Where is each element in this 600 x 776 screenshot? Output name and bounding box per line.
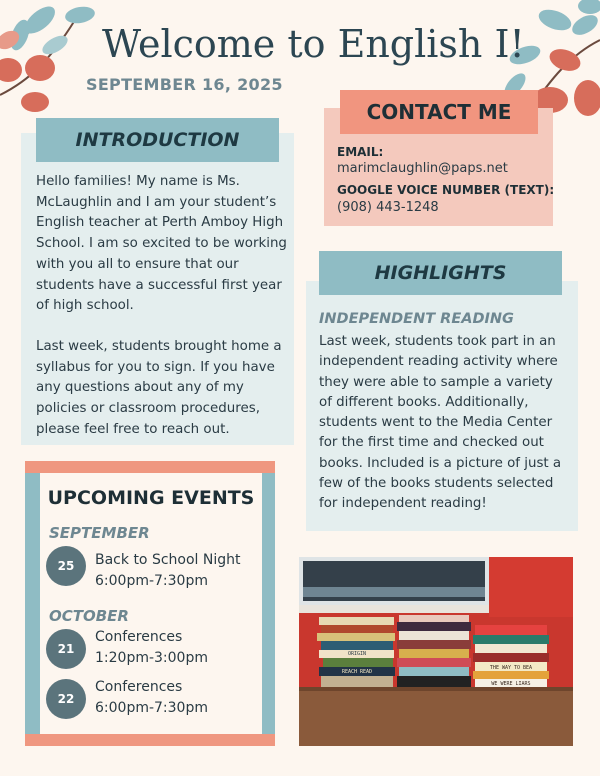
email-link[interactable]: marimclaughlin@paps.net bbox=[337, 161, 508, 176]
book-spine-text: THE WAY TO BEA bbox=[489, 665, 533, 671]
phone-number: (908) 443-1248 bbox=[337, 200, 439, 215]
event-time: 6:00pm-7:30pm bbox=[95, 700, 208, 716]
event-item bbox=[95, 677, 208, 719]
introduction-paragraph: Last week, students brought home a syllabus for you to sign. If you have any questions about any of my policies or classroom procedures, please feel free to reach out. bbox=[36, 338, 282, 437]
contact-heading: CONTACT ME bbox=[340, 90, 538, 134]
event-title: Back to School Night bbox=[95, 552, 241, 568]
event-day-badge: 25 bbox=[46, 546, 86, 586]
highlights-heading: HIGHLIGHTS bbox=[319, 251, 562, 295]
book-spine-text: ORIGIN bbox=[347, 651, 367, 657]
page-title: Welcome to English I! bbox=[102, 22, 525, 66]
leaf-decoration-left bbox=[0, 0, 110, 120]
book-spine-text: WE WERE LIARS bbox=[491, 681, 531, 687]
event-item bbox=[95, 627, 208, 669]
event-time: 6:00pm-7:30pm bbox=[95, 573, 208, 589]
book-spine-text: REACH READ bbox=[341, 669, 373, 675]
event-day-badge: 21 bbox=[46, 629, 86, 669]
events-frame-bottom-bar bbox=[25, 734, 275, 746]
event-time: 1:20pm-3:00pm bbox=[95, 650, 208, 666]
event-title: Conferences bbox=[95, 679, 183, 695]
event-title: Conferences bbox=[95, 629, 183, 645]
event-month-october: OCTOBER bbox=[49, 607, 129, 625]
event-month-september: SEPTEMBER bbox=[49, 524, 150, 542]
event-item bbox=[95, 550, 240, 592]
highlights-subheading: INDEPENDENT READING bbox=[319, 311, 514, 327]
email-label: EMAIL: bbox=[337, 145, 384, 159]
event-day-badge: 22 bbox=[46, 679, 86, 719]
introduction-text bbox=[36, 172, 288, 460]
phone-label: GOOGLE VOICE NUMBER (TEXT): bbox=[337, 183, 555, 197]
introduction-paragraph: Hello families! My name is Ms. McLaughlin and I am your student’s English teacher at Perth Amboy High School. I am so excited to be working with you all to ensure that our students have a successful first year of high school. bbox=[36, 174, 287, 314]
introduction-heading: INTRODUCTION bbox=[36, 118, 279, 162]
highlights-text: Last week, students took part in an independent reading activity where they were able to sample a variety of different books. Additionally, students went to the Media Center for the first time and checked out books. Included is a picture of just a few of the books students selected for independent reading! bbox=[319, 334, 562, 512]
newsletter-date: SEPTEMBER 16, 2025 bbox=[86, 75, 283, 94]
books-photo bbox=[299, 557, 573, 746]
events-frame-top-bar bbox=[25, 461, 275, 473]
events-heading: UPCOMING EVENTS bbox=[47, 487, 255, 509]
